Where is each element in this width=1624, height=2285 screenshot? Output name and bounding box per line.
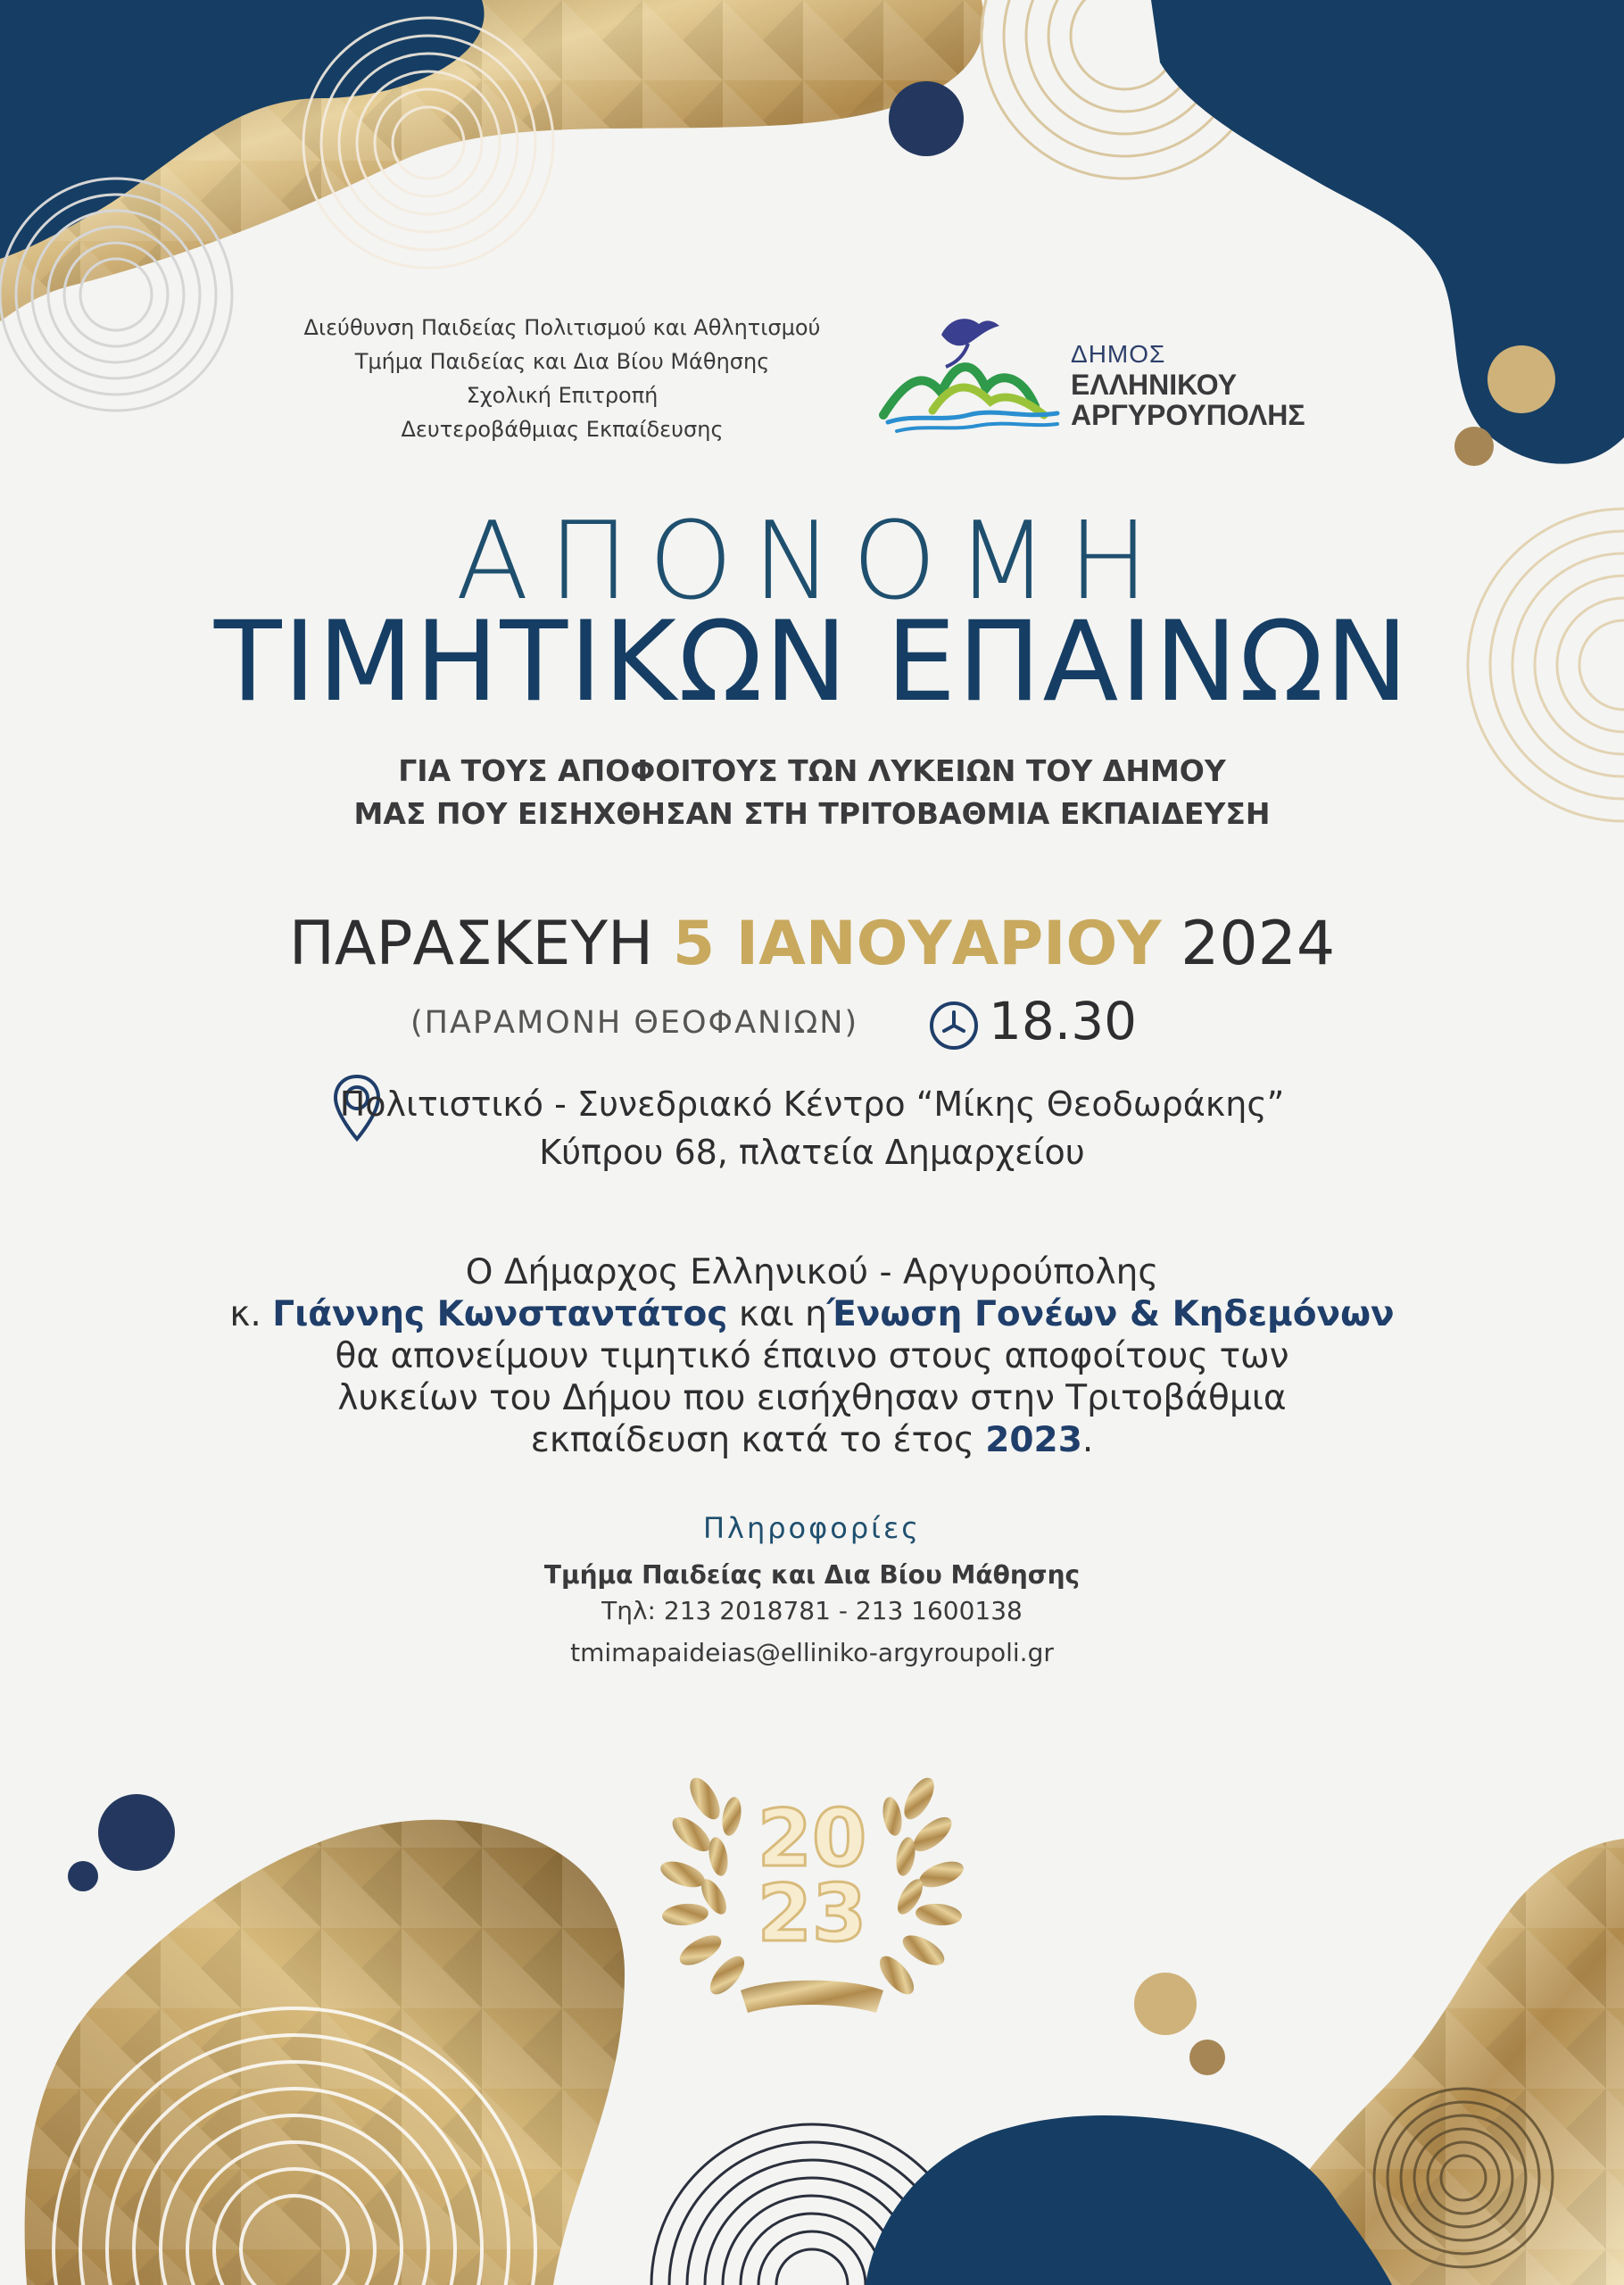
event-eve-note: (ΠΑΡΑΜΟΝΗ ΘΕΟΦΑΝΙΩΝ) (410, 1005, 859, 1041)
body-line-5 (0, 1419, 1624, 1461)
info-email[interactable]: tmimapaideias@elliniko-argyroupoli.gr (570, 1638, 1054, 1667)
venue-line-1: Πολιτιστικό - Συνεδριακό Κέντρο “Μίκης Θεοδωράκης” (339, 1084, 1285, 1124)
body-line-5-prefix: εκπαίδευση κατά το έτος (530, 1420, 974, 1460)
info-heading: Πληροφορίες (702, 1511, 922, 1545)
municipality-logo-text (1071, 339, 1305, 430)
body-period: . (1081, 1420, 1094, 1460)
body-line-3: θα απονείμουν τιμητικό έπαινο στους αποφοίτους των (335, 1336, 1289, 1376)
org-line-3: Σχολική Επιτροπή (466, 383, 659, 408)
info-block (0, 1558, 1624, 1629)
logo-line-2: ΕΛΛΗΝΙΚΟΥ (1071, 369, 1238, 401)
logo-line-3: ΑΡΓΥΡΟΥΠΟΛΗΣ (1071, 399, 1305, 431)
emblem-digits-bottom: 23 (757, 1867, 867, 1959)
body-line-1: Ο Δήμαρχος Ελληνικού - Αργυρούπολης (465, 1252, 1159, 1292)
award-year: 2023 (985, 1420, 1082, 1460)
emblem-digits-top: 20 (757, 1792, 867, 1884)
org-header (294, 311, 830, 446)
mayor-name: Γιάννης Κωνσταντάτος (272, 1294, 728, 1334)
conjunction: και η (738, 1294, 827, 1334)
body-line-2 (0, 1293, 1624, 1335)
body-line-4: λυκείων του Δήμου που εισήχθησαν στην Τριτοβάθμια (337, 1378, 1287, 1418)
info-phone: Τηλ: 213 2018781 - 213 1600138 (601, 1596, 1023, 1625)
logo-line-1: ΔΗΜΟΣ (1071, 340, 1166, 368)
org-line-1: Διεύθυνση Παιδείας Πολιτισμού και Αθλητισμού (303, 315, 821, 340)
venue (0, 1080, 1624, 1176)
venue-line-2: Κύπρου 68, πλατεία Δημαρχείου (539, 1133, 1085, 1172)
info-department: Τμήμα Παιδείας και Δια Βίου Μάθησης (543, 1560, 1081, 1590)
emblem-year (723, 1792, 901, 1959)
title-line-1: ΑΠΟΝΟΜΗ (455, 500, 1169, 624)
subtitle-line-1: ΓΙΑ ΤΟΥΣ ΑΠΟΦΟΙΤΟΥΣ ΤΩΝ ΛΥΚΕΙΩΝ ΤΟΥ ΔΗΜΟΥ (398, 753, 1226, 788)
subtitle-line-2: ΜΑΣ ΠΟΥ ΕΙΣΗΧΘΗΣΑΝ ΣΤΗ ΤΡΙΤΟΒΑΘΜΙΑ ΕΚΠΑΙΔΕΥΣΗ (353, 796, 1271, 831)
announcement-body (0, 1251, 1624, 1461)
org-line-4: Δευτεροβάθμιας Εκπαίδευσης (401, 417, 724, 442)
parents-union: Ένωση Γονέων & Κηδεμόνων (826, 1294, 1395, 1334)
event-date (0, 909, 1624, 979)
subtitle (0, 750, 1624, 835)
org-line-2: Τμήμα Παιδείας και Δια Βίου Μάθησης (354, 349, 770, 374)
municipality-logo-icon (879, 308, 1066, 433)
event-time: 18.30 (989, 991, 1138, 1051)
event-year: 2024 (1181, 909, 1336, 979)
event-day: ΠΑΡΑΣΚΕΥΗ (288, 909, 654, 979)
title-line-2: ΤΙΜΗΤΙΚΩΝ ΕΠΑΙΝΩΝ (213, 598, 1411, 727)
mayor-prefix: κ. (229, 1294, 261, 1334)
clock-icon (928, 1000, 980, 1051)
event-date-day-month: 5 ΙΑΝΟΥΑΡΙΟΥ (672, 909, 1162, 979)
